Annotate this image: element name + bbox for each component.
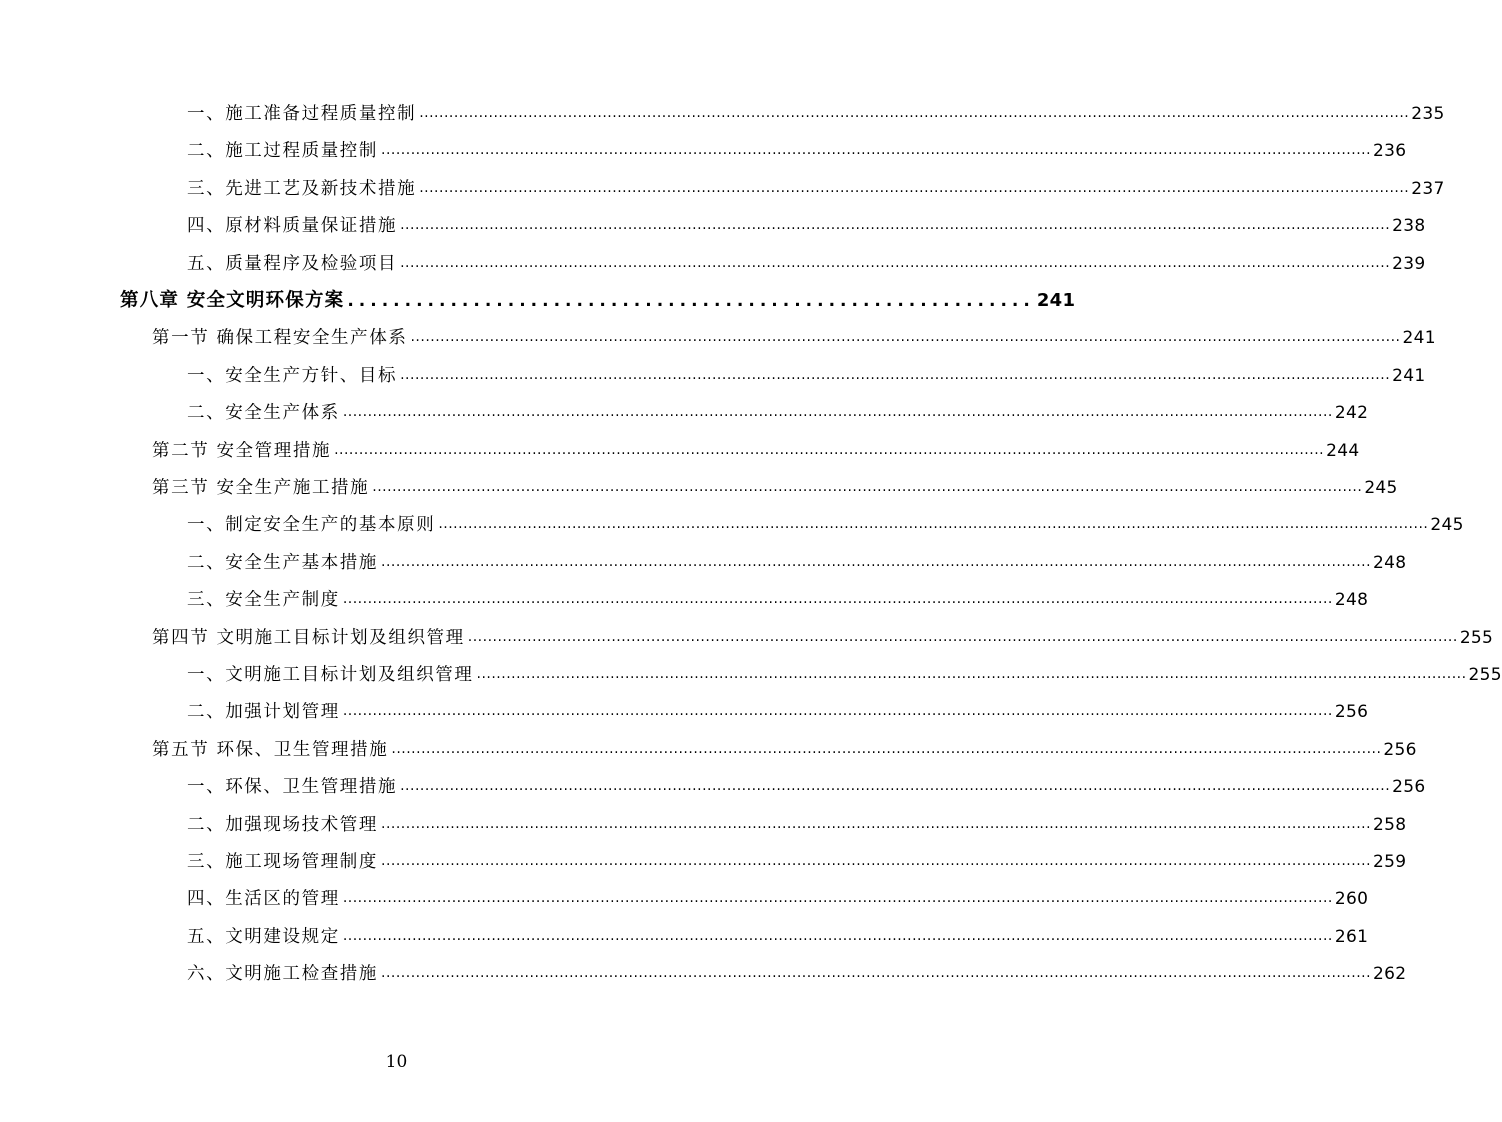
toc-entry-label: 第四节 文明施工目标计划及组织管理 [152, 627, 465, 648]
toc-item-entry[interactable] [187, 773, 1426, 801]
toc-item-entry[interactable] [187, 586, 1369, 614]
toc-entry-label: 一、环保、卫生管理措施 [187, 777, 398, 798]
toc-entry-page-number: 235 [1411, 104, 1445, 124]
dot-leader: ........................................................................................................................................................................................................ [467, 628, 1458, 645]
dot-leader: ........................................................................................................................................................................................................ [342, 927, 1333, 944]
toc-entry-label: 一、制定安全生产的基本原则 [187, 515, 436, 536]
toc-entry-page-number: 261 [1334, 926, 1369, 947]
dot-leader: ........................................................................................................................................................................................................ [419, 105, 1410, 121]
toc-section-entry[interactable] [152, 437, 1360, 465]
toc-item-entry[interactable] [187, 399, 1369, 427]
toc-entry-label: 一、文明施工目标计划及组织管理 [187, 665, 474, 685]
toc-entry-page-number: 248 [1334, 590, 1369, 611]
toc-entry-label: 五、质量程序及检验项目 [187, 253, 398, 274]
toc-item-entry[interactable] [187, 661, 1502, 689]
dot-leader: ........................................................................................................................................................................................................ [381, 142, 1372, 159]
toc-entry-label: 四、原材料质量保证措施 [187, 216, 398, 237]
toc-entry-page-number: 256 [1392, 777, 1426, 798]
toc-entry-page-number: 262 [1373, 964, 1407, 985]
dot-leader: ........................................................................................................................................................................................................ [381, 815, 1372, 832]
toc-entry-page-number: 259 [1373, 852, 1407, 872]
toc-entry-page-number: 255 [1459, 627, 1494, 648]
toc-entry-page-number: 238 [1392, 216, 1426, 237]
dot-leader: ........................................................................................................................................................................................................ [400, 366, 1391, 383]
toc-item-entry[interactable] [187, 362, 1426, 390]
toc-entry-page-number: 245 [1430, 515, 1464, 536]
toc-entry-label: 二、施工过程质量控制 [187, 141, 378, 162]
toc-entry-label: 六、文明施工检查措施 [187, 964, 378, 985]
toc-entry-label: 一、安全生产方针、目标 [187, 365, 398, 386]
toc-entry-page-number: 236 [1373, 141, 1407, 162]
dot-leader: ........................................................................................................................................................................................................ [400, 217, 1391, 234]
dot-leader: ............................................................ [347, 291, 1035, 311]
toc-entry-page-number: 241 [1402, 328, 1436, 349]
dot-leader: ........................................................................................................................................................................................................ [400, 778, 1391, 795]
toc-entry-label: 第三节 安全生产施工措施 [152, 478, 370, 498]
toc-item-entry[interactable] [187, 549, 1407, 577]
toc-item-entry[interactable] [187, 511, 1464, 539]
toc-entry-page-number: 242 [1334, 403, 1369, 424]
toc-entry-page-number: 241 [1036, 290, 1076, 311]
dot-leader: ........................................................................................................................................................................................................ [381, 553, 1372, 570]
dot-leader: ........................................................................................................................................................................................................ [400, 254, 1391, 271]
toc-entry-page-number: 248 [1373, 552, 1407, 573]
toc-entry-label: 二、加强计划管理 [187, 702, 340, 723]
dot-leader: ........................................................................................................................................................................................................ [476, 666, 1467, 682]
toc-item-entry[interactable] [187, 137, 1407, 165]
toc-entry-label: 二、安全生产基本措施 [187, 552, 378, 573]
toc-item-entry[interactable] [187, 698, 1369, 726]
toc-entry-label: 第二节 安全管理措施 [152, 440, 332, 461]
toc-entry-label: 第一节 确保工程安全生产体系 [152, 328, 408, 349]
toc-item-entry[interactable] [187, 212, 1426, 240]
dot-leader: ........................................................................................................................................................................................................ [334, 441, 1325, 458]
toc-entry-label: 第八章 安全文明环保方案 [120, 290, 345, 311]
dot-leader: ........................................................................................................................................................................................................ [438, 516, 1429, 533]
dot-leader: ........................................................................................................................................................................................................ [372, 479, 1363, 495]
toc-entry-label: 第五节 环保、卫生管理措施 [152, 739, 389, 760]
toc-entry-page-number: 239 [1392, 253, 1426, 274]
toc-entry-label: 三、施工现场管理制度 [187, 852, 378, 872]
toc-entry-page-number: 237 [1411, 178, 1445, 199]
toc-entry-page-number: 258 [1373, 814, 1407, 835]
toc-entry-page-number: 244 [1326, 440, 1360, 461]
dot-leader: ........................................................................................................................................................................................................ [419, 179, 1410, 196]
toc-entry-page-number: 241 [1392, 365, 1426, 386]
toc-entry-label: 三、先进工艺及新技术措施 [187, 178, 417, 199]
toc-item-entry[interactable] [187, 250, 1426, 278]
toc-item-entry[interactable] [187, 885, 1369, 913]
toc-section-entry[interactable] [152, 624, 1494, 652]
toc-entry-page-number: 256 [1334, 702, 1369, 723]
toc-entry-label: 二、安全生产体系 [187, 403, 340, 424]
toc-entry-page-number: 245 [1364, 478, 1398, 498]
dot-leader: ........................................................................................................................................................................................................ [342, 591, 1333, 608]
dot-leader: ........................................................................................................................................................................................................ [381, 853, 1372, 869]
toc-chapter-entry[interactable] [120, 287, 1076, 315]
toc-entry-label: 二、加强现场技术管理 [187, 814, 378, 835]
toc-section-entry[interactable] [152, 736, 1417, 764]
toc-item-entry[interactable] [187, 100, 1445, 128]
dot-leader: ........................................................................................................................................................................................................ [342, 703, 1333, 720]
toc-entry-label: 四、生活区的管理 [187, 889, 340, 910]
dot-leader: ........................................................................................................................................................................................................ [381, 965, 1372, 982]
toc-entry-page-number: 256 [1383, 739, 1417, 760]
toc-entry-label: 五、文明建设规定 [187, 926, 340, 947]
toc-item-entry[interactable] [187, 848, 1407, 876]
dot-leader: ........................................................................................................................................................................................................ [342, 404, 1333, 421]
page-number: 10 [385, 1052, 408, 1072]
dot-leader: ........................................................................................................................................................................................................ [391, 740, 1382, 757]
toc-item-entry[interactable] [187, 175, 1445, 203]
toc-entry-page-number: 255 [1468, 665, 1502, 685]
toc-section-entry[interactable] [152, 474, 1398, 502]
dot-leader: ........................................................................................................................................................................................................ [342, 890, 1333, 907]
toc-section-entry[interactable] [152, 324, 1436, 352]
toc-item-entry[interactable] [187, 923, 1369, 951]
toc-entry-label: 一、施工准备过程质量控制 [187, 104, 417, 124]
toc-entry-page-number: 260 [1334, 889, 1369, 910]
toc-entry-label: 三、安全生产制度 [187, 590, 340, 611]
dot-leader: ........................................................................................................................................................................................................ [410, 329, 1401, 346]
toc-item-entry[interactable] [187, 811, 1407, 839]
toc-item-entry[interactable] [187, 960, 1407, 988]
